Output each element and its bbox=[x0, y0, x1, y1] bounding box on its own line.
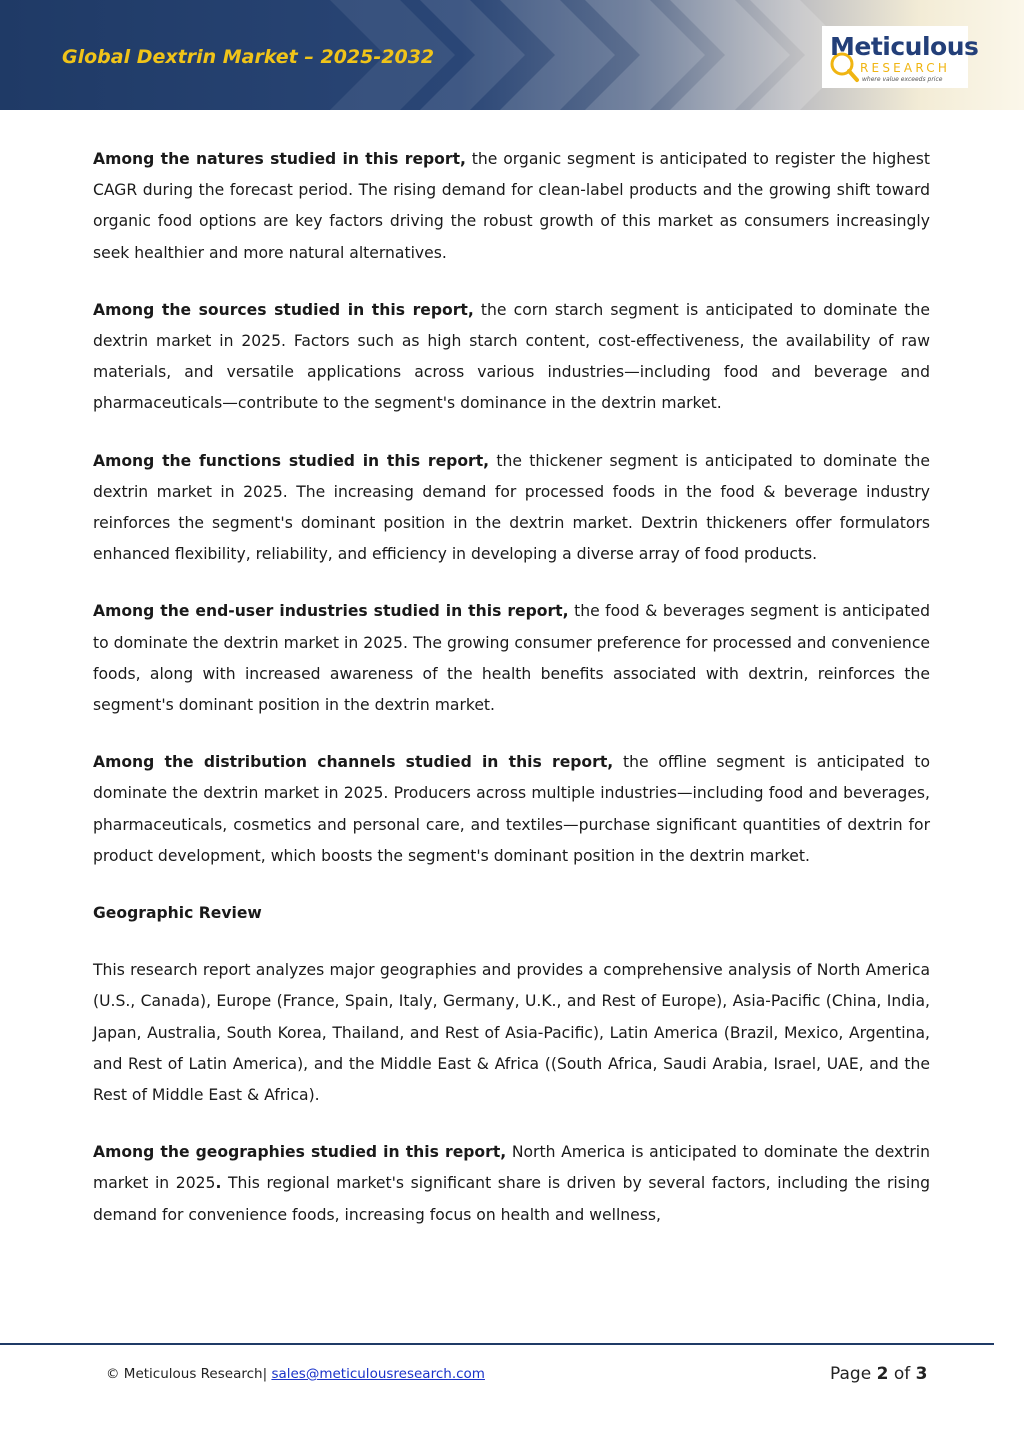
paragraph-text: the thickener segment is anticipated to dominate the dextrin market in 2025. The increasing demand for processed foods in the food & beverage industry reinforces the segment's dominant position in the dextrin market. Dextrin thickeners offer formulators enhanced flexibility, reliability, and efficiency in developing a diverse array of food products. bbox=[93, 451, 931, 564]
paragraph-distribution bbox=[93, 747, 930, 872]
paragraph-lead: Among the end-user industries studied in this report, bbox=[93, 602, 569, 621]
paragraph-text: This regional market's significant share is driven by several factors, including the rising demand for convenience foods, increasing focus on health and wellness, bbox=[93, 1174, 930, 1224]
paragraph-text: North America is anticipated to dominate the dextrin market in 2025 bbox=[93, 1143, 930, 1193]
of-label: of bbox=[893, 1364, 911, 1384]
logo-subtitle: RESEARCH bbox=[860, 61, 951, 75]
logo-wordmark: Meticulous bbox=[830, 32, 979, 61]
paragraph-natures bbox=[93, 144, 930, 269]
footer-divider bbox=[0, 1343, 994, 1345]
paragraph-geographies-overview: This research report analyzes major geographies and provides a comprehensive analysis of North America (U.S., Canada), Europe (France, Spain, Italy, Germany, U.K., and Rest of Europe), Asia-Pacific (China, India, Japan, Australia, South Korea, Thailand, and Rest of Asia-Pacific), Latin America (Brazil, Mexico, Argentina, and Rest of Latin America), and the Middle East & Africa ((South Africa, Saudi Arabia, Israel, UAE, and the Rest of Middle East & Africa). bbox=[93, 961, 930, 1105]
paragraph-sources bbox=[93, 295, 930, 420]
paragraph-lead: Among the sources studied in this report, bbox=[93, 300, 474, 319]
paragraph-lead: Among the functions studied in this report, bbox=[93, 451, 490, 470]
document-title: Global Dextrin Market – 2025-2032 bbox=[62, 46, 435, 68]
logo-tagline: where value exceeds price bbox=[862, 76, 943, 83]
footer-copyright bbox=[106, 1366, 485, 1382]
bold-period: . bbox=[215, 1174, 222, 1193]
current-page: 2 bbox=[876, 1364, 889, 1384]
email-link[interactable]: sales@meticulousresearch.com bbox=[271, 1366, 485, 1382]
page-number bbox=[830, 1364, 927, 1384]
paragraph-text: the offline segment is anticipated to dominate the dextrin market in 2025. Producers across multiple industries—including food and beverages, pharmaceuticals, cosmetics and personal care, and textiles—purchase significant quantities of dextrin for product development, which boosts the segment's dominant position in the dextrin market. bbox=[93, 753, 930, 865]
copyright-text: © Meticulous Research| bbox=[106, 1366, 268, 1382]
meticulous-research-logo bbox=[822, 26, 979, 88]
paragraph-end-user bbox=[93, 596, 930, 721]
paragraph-text: the organic segment is anticipated to register the highest CAGR during the forecast period. The rising demand for clean-label products and the growing shift toward organic food options are key factors driving the robust growth of this market as consumers increasingly seek healthier and more natural alternatives. bbox=[93, 150, 930, 262]
document-body bbox=[93, 144, 930, 1257]
page-header bbox=[0, 0, 1024, 110]
total-pages: 3 bbox=[915, 1364, 928, 1384]
paragraph-lead: Among the distribution channels studied in this report, bbox=[93, 753, 614, 772]
paragraph-text: the food & beverages segment is anticipated to dominate the dextrin market in 2025. The growing consumer preference for processed and convenience foods, along with increased awareness of the health benefits associated with dextrin, reinforces the segment's dominant position in the dextrin market. bbox=[93, 602, 930, 715]
page-label: Page bbox=[830, 1364, 872, 1384]
paragraph-text: the corn starch segment is anticipated to dominate the dextrin market in 2025. Factors such as high starch content, cost-effectiveness, the availability of raw materials, and versatile applications across various industries—including food and beverage and pharmaceuticals—contribute to the segment's dominance in the dextrin market. bbox=[93, 300, 930, 413]
paragraph-geographies bbox=[93, 1137, 930, 1231]
paragraph-functions bbox=[93, 446, 930, 571]
paragraph-lead: Among the natures studied in this report, bbox=[93, 150, 466, 168]
paragraph-lead: Among the geographies studied in this report, bbox=[93, 1143, 507, 1162]
section-heading-geographic: Geographic Review bbox=[93, 904, 262, 923]
